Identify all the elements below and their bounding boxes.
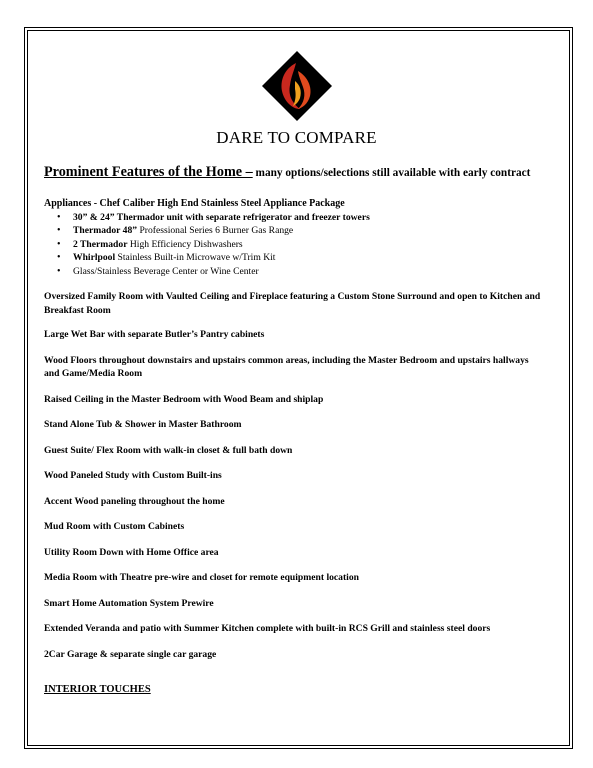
appliances-title: Appliances - Chef Caliber High End Stainless Steel Appliance Package: [44, 198, 345, 209]
feature-item: Large Wet Bar with separate Butler’s Pantry cabinets: [44, 329, 265, 340]
interior-touches-heading: INTERIOR TOUCHES: [44, 684, 151, 695]
feature-item: Utility Room Down with Home Office area: [44, 546, 219, 558]
feature-item: 2Car Garage & separate single car garage: [44, 648, 217, 660]
feature-item: Wood Paneled Study with Custom Built-ins: [44, 470, 222, 481]
list-item: • Thermador 48” Professional Series 6 Burner Gas Range: [73, 224, 544, 238]
feature-item: Extended Veranda and patio with Summer Kitchen complete with built-in RCS Grill and stainless steel doors: [44, 623, 491, 634]
flame-logo-icon: [262, 51, 332, 121]
list-item: • 2 Thermador High Efficiency Dishwashers: [73, 238, 544, 252]
page-title: DARE TO COMPARE: [216, 128, 377, 147]
feature-item: Media Room with Theatre pre-wire and closet for remote equipment location: [44, 572, 359, 583]
feature-item: Wood Floors throughout downstairs and upstairs common areas, including the Master Bedroom and upstairs hallways and Game/Media Room: [44, 354, 529, 379]
list-item: • 30” & 24” Thermador unit with separate refrigerator and freezer towers: [73, 211, 544, 225]
feature-item: Mud Room with Custom Cabinets: [44, 521, 185, 532]
feature-item: Stand Alone Tub & Shower in Master Bathroom: [44, 419, 242, 430]
features-heading: [44, 163, 544, 182]
feature-item: Accent Wood paneling throughout the home: [44, 495, 225, 507]
feature-item: Raised Ceiling in the Master Bedroom with Wood Beam and shiplap: [44, 393, 324, 405]
feature-item: Smart Home Automation System Prewire: [44, 597, 214, 609]
feature-item: Guest Suite/ Flex Room with walk-in closet & full bath down: [44, 444, 293, 456]
list-item: • Whirlpool Stainless Built-in Microwave w/Trim Kit: [73, 251, 544, 265]
features-heading-underlined: Prominent Features of the Home –: [44, 164, 253, 180]
appliance-list: [44, 211, 544, 279]
document-body: [44, 163, 544, 661]
feature-item: Oversized Family Room with Vaulted Ceiling and Fireplace featuring a Custom Stone Surround and open to Kitchen and Breakfast Room: [44, 291, 541, 316]
list-item: • Glass/Stainless Beverage Center or Wine Center: [73, 265, 544, 279]
features-heading-note: many options/selections still available with early contract: [252, 167, 531, 179]
